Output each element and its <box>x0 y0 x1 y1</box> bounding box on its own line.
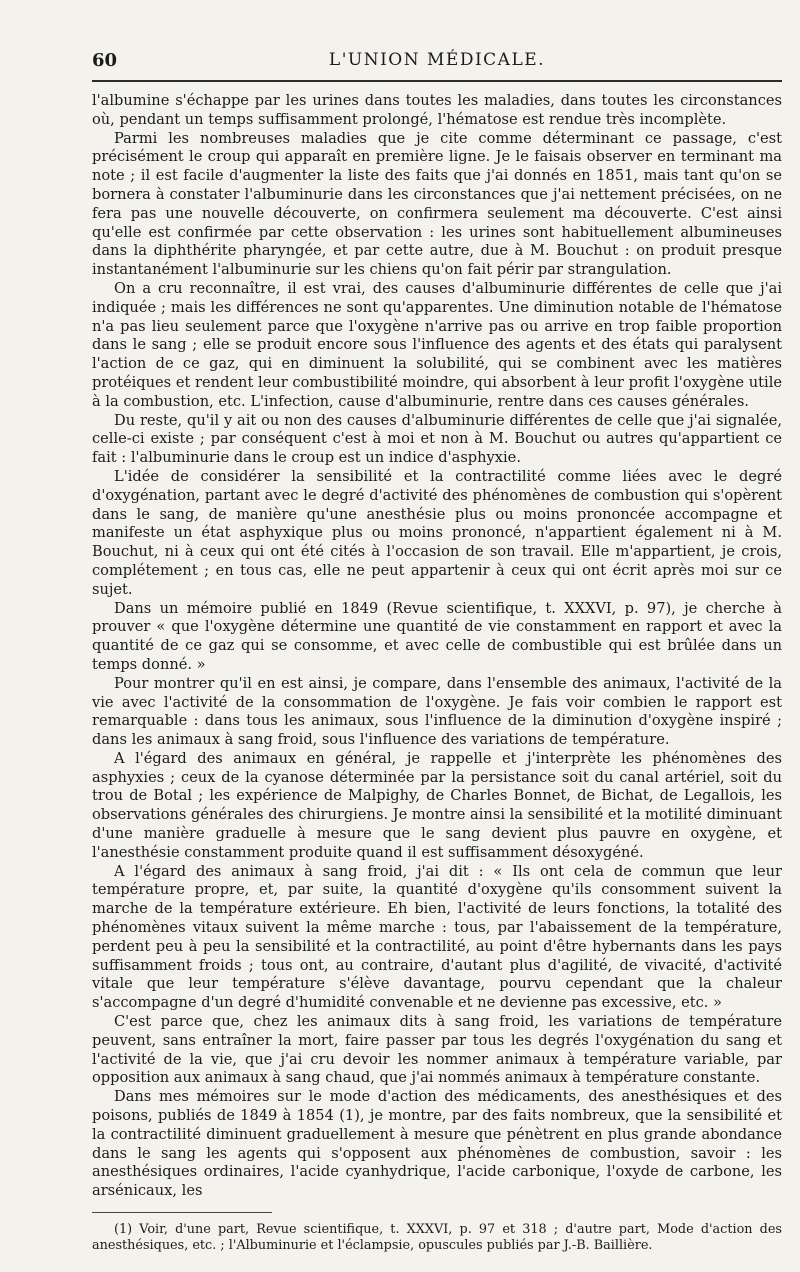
paragraph: Dans mes mémoires sur le mode d'action des médicaments, des anesthésiques et des poisons, publiés de 1849 à 1854 (1), je montre, par des faits nombreux, que la sensibilité et la contractilité diminuent graduellement à mesure que pénètrent en plus grande abondance dans le sang les agents qui s'opposent aux phénomènes de combustion, savoir : les anesthésiques ordinaires, l'acide cyanhydrique, l'acide carbonique, l'oxyde de carbone, les arsénicaux, les <box>92 1088 782 1200</box>
footnote-rule <box>92 1212 272 1213</box>
paragraph: On a cru reconnaître, il est vrai, des causes d'albuminurie différentes de celle que j'ai indiquée ; mais les différences ne sont qu'apparentes. Une diminution notable de l'hématose n'a pas lieu seulement parce que l'oxygène n'arrive pas ou arrive en trop faible proportion dans le sang ; elle se produit encore sous l'influence des agents et des états qui paralysent l'action de ce gaz, qui en diminuent la solubilité, qui se combinent avec les matières protéiques et rendent leur combustibilité moindre, qui absorbent à leur profit l'oxygène utile à la combustion, etc. L'infection, cause d'albuminurie, rentre dans ces causes générales. <box>92 279 782 410</box>
page-number: 60 <box>92 50 118 71</box>
paragraph: l'albumine s'échappe par les urines dans toutes les maladies, dans toutes les circonstances où, pendant un temps suffisamment prolongé, l'hématose est rendue très incomplète. <box>92 92 782 128</box>
paragraph: L'idée de considérer la sensibilité et la contractilité comme liées avec le degré d'oxygénation, partant avec le degré d'activité des phénomènes de combustion qui s'opèrent dans le sang, de manière qu'une anesthésie plus ou moins prononcée accompagne et manifeste un état asphyxique plus ou moins prononcé, n'appartient également ni à M. Bouchut, ni à ceux qui ont été cités à l'occasion de son travail. Elle m'appartient, je crois, complétement ; en tous cas, elle ne peut appartenir à ceux qui ont écrit après moi sur ce sujet. <box>92 467 782 598</box>
running-title: L'UNION MÉDICALE. <box>328 50 546 70</box>
paragraph: Pour montrer qu'il en est ainsi, je compare, dans l'ensemble des animaux, l'activité de la vie avec l'activité de la consommation de l'oxygène. Je fais voir combien le rapport est remarquable : dans tous les animaux, sous l'influence de la diminution d'oxygène inspiré ; dans les animaux à sang froid, sous l'influence des variations de température. <box>92 674 782 749</box>
article-body <box>92 92 782 1201</box>
paragraph: Du reste, qu'il y ait ou non des causes d'albuminurie différentes de celle que j'ai signalée, celle-ci existe ; par conséquent c'est à moi et non à M. Bouchut ou autres qu'appartient ce fait : l'albuminurie dans le croup est un indice d'asphyxie. <box>92 411 782 467</box>
paragraph: C'est parce que, chez les animaux dits à sang froid, les variations de température peuvent, sans entraîner la mort, faire passer par tous les degrés l'oxygénation du sang et l'activité de la vie, que j'ai cru devoir les nommer animaux à température variable, par opposition aux animaux à sang chaud, que j'ai nommés animaux à température constante. <box>92 1013 782 1087</box>
header-rule <box>92 80 782 82</box>
paragraph: Dans un mémoire publié en 1849 (Revue scientifique, t. XXXVI, p. 97), je cherche à prouver « que l'oxygène détermine une quantité de vie constamment en rapport et avec la quantité de ce gaz qui se consomme, et avec celle de combustible qui est brûlée dans un temps donné. » <box>92 599 782 673</box>
page-header <box>92 50 782 76</box>
paragraph: Parmi les nombreuses maladies que je cite comme déterminant ce passage, c'est précisément le croup qui apparaît en première ligne. Je le faisais observer en terminant ma note ; il est facile d'augmenter la liste des faits que j'ai donnés en 1851, mais tant qu'on se bornera à constater l'albuminurie dans les circonstances que j'ai nettement précisées, on ne fera pas une nouvelle découverte, on confirmera seulement ma découverte. C'est ainsi qu'elle est confirmée par cette observation : les urines sont habituellement albumineuses dans la diphthérite pharyngée, et par cette autre, due à M. Bouchut : on produit presque instantanément l'albuminurie sur les chiens qu'on fait périr par strangulation. <box>92 129 782 279</box>
paragraph: A l'égard des animaux à sang froid, j'ai dit : « Ils ont cela de commun que leur température propre, et, par suite, la quantité d'oxygène qu'ils consomment suivent la marche de la température extérieure. Eh bien, l'activité de leurs fonctions, la totalité des phénomènes vitaux suivent la même marche : tous, par l'abaissement de la température, perdent peu à peu la sensibilité et la contractilité, au point d'être hybernants dans les pays suffisamment froids ; tous ont, au contraire, d'autant plus d'agilité, de vivacité, d'activité vitale que leur température s'élève davantage, pourvu cependant que la chaleur s'accompagne d'un degré d'humidité convenable et ne devienne pas excessive, etc. » <box>92 862 782 1012</box>
footnote: (1) Voir, d'une part, Revue scientifique, t. XXXVI, p. 97 et 318 ; d'autre part, Mode d'action des anesthésiques, etc. ; l'Albuminurie et l'éclampsie, opuscules publiés par J.-B. Baillière. <box>92 1222 782 1253</box>
paragraph: A l'égard des animaux en général, je rappelle et j'interprète les phénomènes des asphyxies ; ceux de la cyanose déterminée par la persistance soit du canal artériel, soit du trou de Botal ; les expérience de Malpighy, de Charles Bonnet, de Bichat, de Legallois, les observations générales des chirurgiens. Je montre ainsi la sensibilité et la motilité diminuant d'une manière graduelle à mesure que le sang devient plus pauvre en oxygène, et l'anesthésie constamment produite quand il est suffisamment désoxygéné. <box>92 749 782 861</box>
